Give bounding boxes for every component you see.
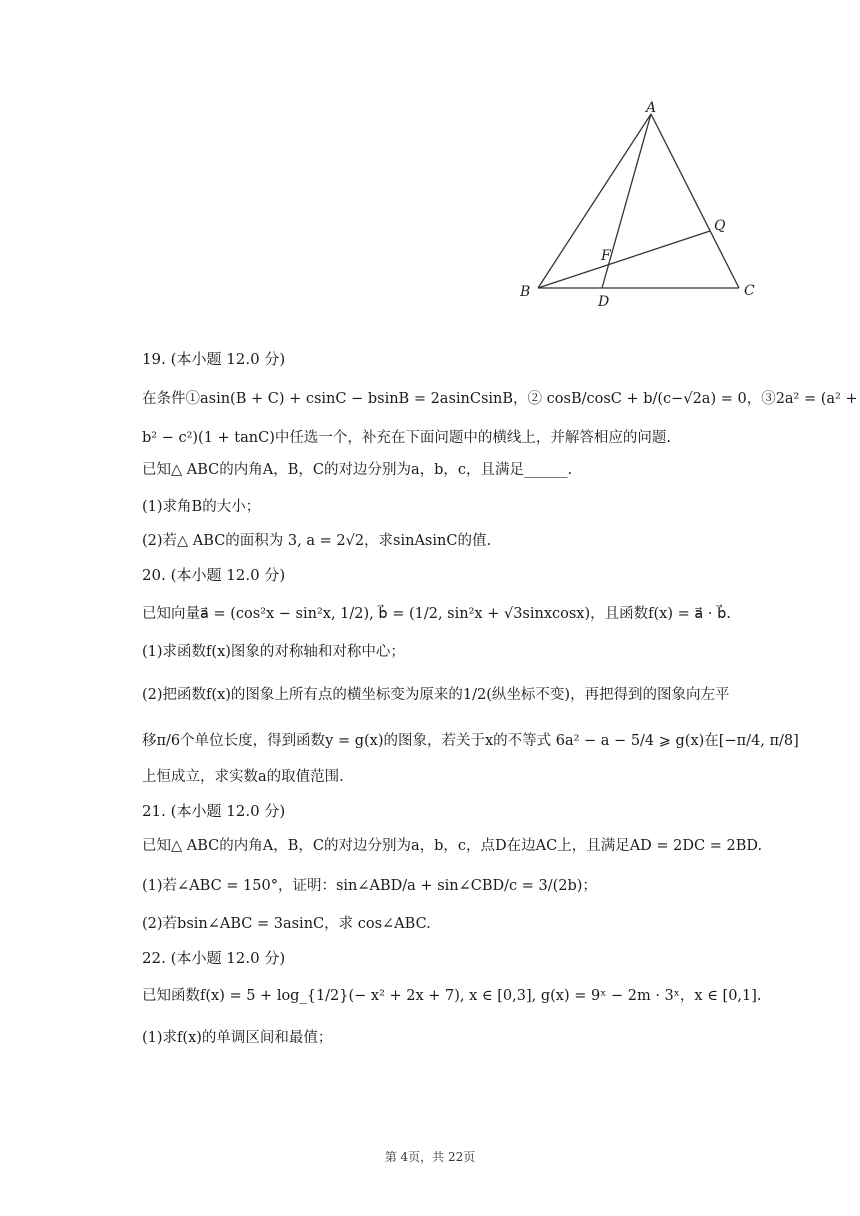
- question-19-line-3: 已知△ ABC的内角A，B，C的对边分别为a，b，c，且满足______.: [142, 462, 573, 478]
- question-19-line-2: b² − c²)(1 + tanC)中任选一个，补充在下面问题中的横线上，并解答相应的问题.: [142, 430, 671, 446]
- label-f: F: [601, 248, 611, 264]
- segment-bq: [538, 231, 710, 288]
- triangle-figure: [500, 90, 780, 320]
- question-21-line-2: (1)若∠ABC = 150°，证明：sin∠ABD/a + sin∠CBD/c = 3/(2b)；: [142, 878, 597, 894]
- question-22-line-2: (1)求f(x)的单调区间和最值；: [142, 1030, 333, 1046]
- question-19-line-4: (1)求角B的大小；: [142, 499, 261, 515]
- question-20-line-3: (2)把函数f(x)的图象上所有点的横坐标变为原来的1/2(纵坐标不变)，再把得到的图象向左平: [142, 687, 730, 703]
- label-a: A: [646, 100, 657, 116]
- question-19-line-1: 在条件①asin(B + C) + csinC − bsinB = 2asinCsinB，② cosB/cosC + b/(c−√2a) = 0，③2a² = (a² +: [142, 391, 858, 407]
- question-19-header: 19. (本小题 12.0 分): [142, 350, 286, 368]
- label-b: B: [520, 284, 531, 300]
- page-footer: 第 4页，共 22页: [384, 1150, 476, 1164]
- label-q: Q: [714, 218, 726, 234]
- question-22-line-1: 已知函数f(x) = 5 + log_{1/2}(− x² + 2x + 7), x ∈ [0,3], g(x) = 9ˣ − 2m · 3ˣ，x ∈ [0,1].: [142, 988, 762, 1004]
- label-d: D: [598, 294, 610, 310]
- triangle-diagram: [500, 90, 780, 320]
- question-21-line-3: (2)若bsin∠ABC = 3asinC，求 cos∠ABC.: [142, 916, 431, 932]
- label-c: C: [744, 283, 755, 299]
- question-22-header: 22. (本小题 12.0 分): [142, 949, 286, 967]
- question-21-header: 21. (本小题 12.0 分): [142, 802, 286, 820]
- question-21-line-1: 已知△ ABC的内角A，B，C的对边分别为a，b，c，点D在边AC上，且满足AD = 2DC = 2BD.: [142, 838, 763, 854]
- question-20-line-5: 上恒成立，求实数a的取值范围.: [142, 769, 344, 785]
- question-19-line-5: (2)若△ ABC的面积为 3, a = 2√2，求sinAsinC的值.: [142, 533, 492, 549]
- question-20-line-2: (1)求函数f(x)图象的对称轴和对称中心；: [142, 644, 405, 660]
- question-20-line-1: 已知向量a⃗ = (cos²x − sin²x, 1/2), b⃗ = (1/2, sin²x + √3sinxcosx)，且函数f(x) = a⃗ · b⃗.: [142, 606, 731, 622]
- side-ac: [651, 114, 739, 288]
- side-ab: [538, 114, 651, 288]
- question-20-header: 20. (本小题 12.0 分): [142, 566, 286, 584]
- question-20-line-4: 移π/6个单位长度，得到函数y = g(x)的图象，若关于x的不等式 6a² − a − 5/4 ⩾ g(x)在[−π/4, π/8]: [142, 733, 799, 749]
